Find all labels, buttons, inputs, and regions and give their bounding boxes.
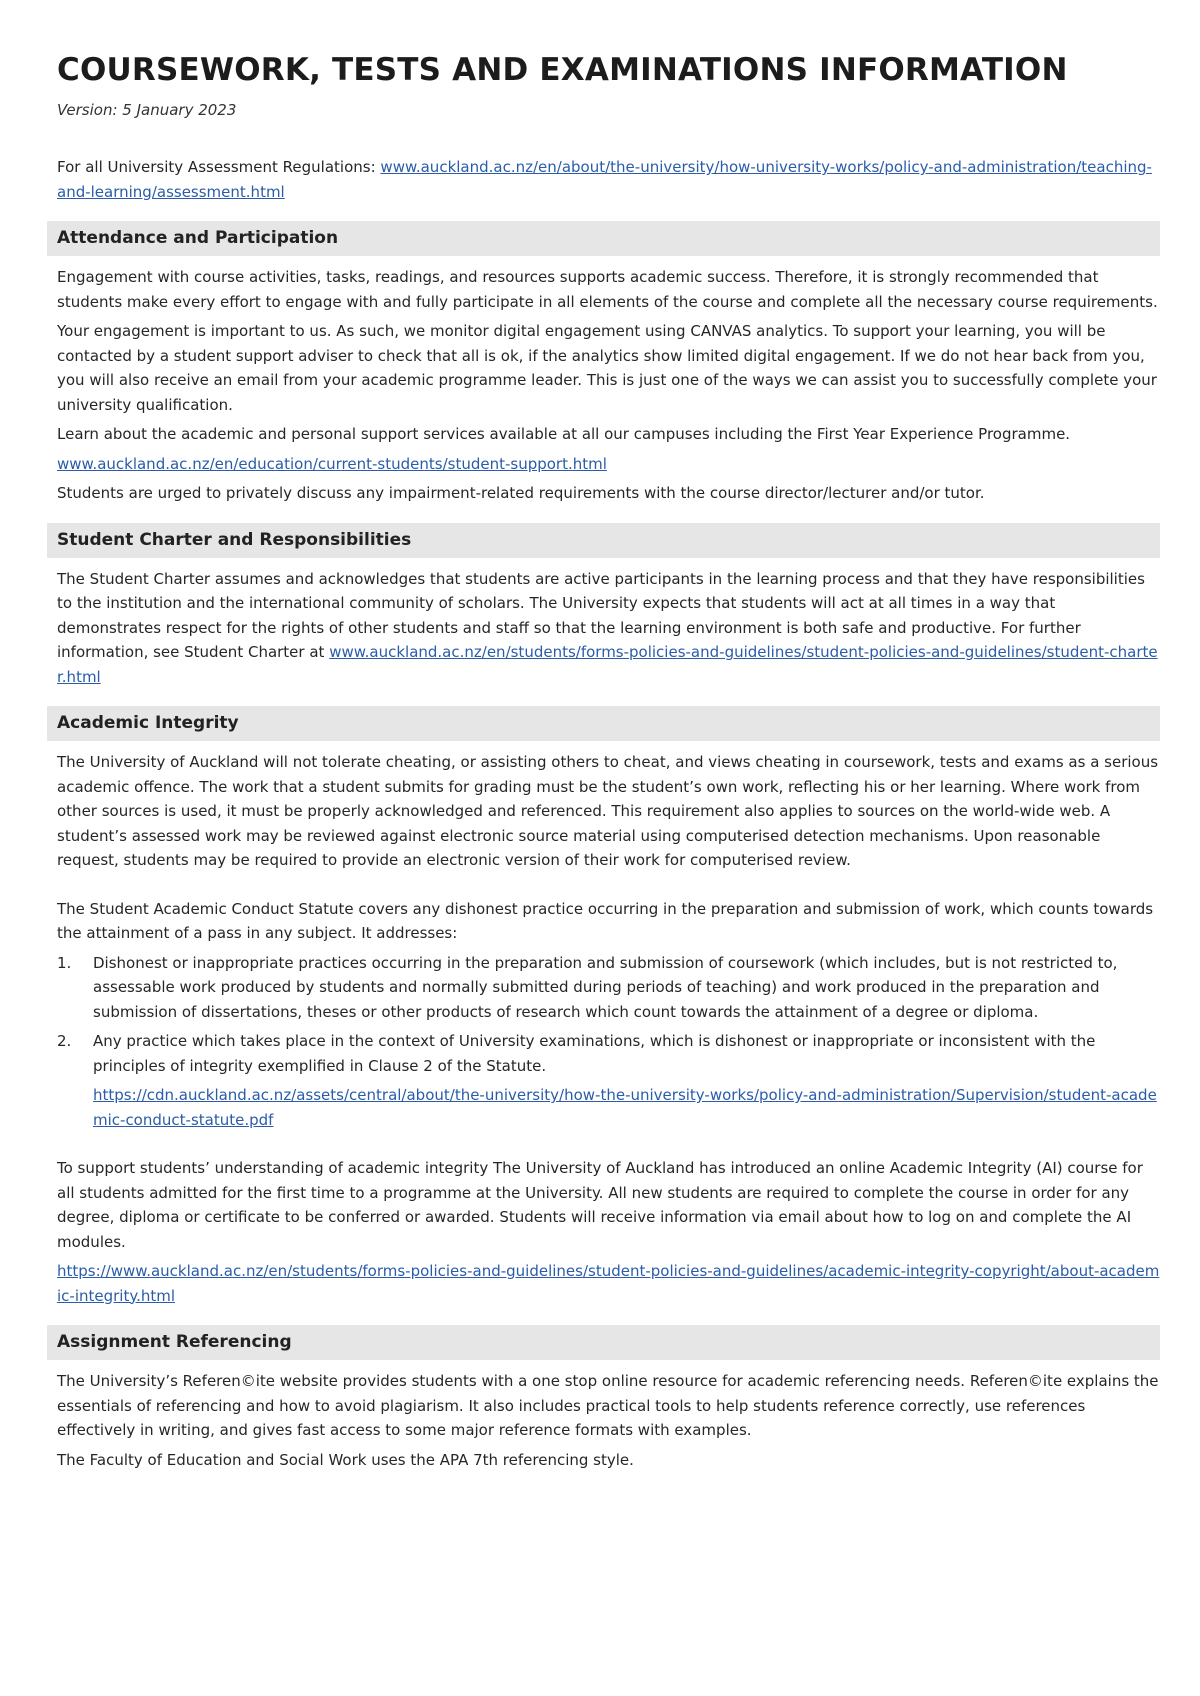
regulations-link[interactable]: www.auckland.ac.nz/en/about/the-university/how-university-works/policy-and-administration/teaching-and-learning/assessment.html [57,158,1152,201]
section-heading-attendance: Attendance and Participation [47,221,1160,256]
list-item-text: Dishonest or inappropriate practices occurring in the preparation and submission of coursework (which includes, but is not restricted to, assessable work produced by students and normally submitted during periods of teaching) and work produced in the preparation and submission of dissertations, theses or other products of research which count towards the attainment of a degree or diploma. [93,953,1118,1021]
academic-integrity-link[interactable]: https://www.auckland.ac.nz/en/students/forms-policies-and-guidelines/student-policies-and-guidelines/academic-integrity-copyright/about-academic-integrity.html [57,1262,1160,1305]
regulations-prefix: For all University Assessment Regulations: [57,158,381,176]
integrity-paragraph-1: The University of Auckland will not tolerate cheating, or assisting others to cheat, and views cheating in coursework, tests and exams as a serious academic offence. The work that a student submits for grading must be the student’s own work, reflecting his or her learning. Where work from other sources is used, it must be properly acknowledged and referenced. This requirement also applies to sources on the world-wide web. A student’s assessed work may be reviewed against electronic source material using computerised detection mechanisms. Upon reasonable request, students may be required to provide an electronic version of their work for computerised review. [57,753,1159,869]
integrity-paragraph-2: The Student Academic Conduct Statute covers any dishonest practice occurring in the preparation and submission of work, which counts towards the attainment of a pass in any subject. It addresses: [57,899,1154,942]
attendance-paragraph-2: Your engagement is important to us. As such, we monitor digital engagement using CANVAS analytics. To support your learning, you will be contacted by a student support adviser to check that all is ok, if the analytics show limited digital engagement. If we do not hear back from you, you will also receive an email from your academic programme leader. This is just one of the ways we can assist you to successfully complete your university qualification. [57,322,1157,414]
list-item-number: 1. [57,953,72,972]
attendance-paragraph-1: Engagement with course activities, tasks, readings, and resources supports academic success. Therefore, it is strongly recommended that students make every effort to engage with and fully participate in all elements of the course and complete all the necessary course requirements. [57,268,1158,311]
charter-paragraph [57,567,1160,690]
charter-text: The Student Charter assumes and acknowledges that students are active participants in the learning process and that they have responsibilities to the institution and the international community of scholars. The University expects that students will act at all times in a way that demonstrates respect for the rights of other students and staff so that the learning environment is both safe and productive. For further information, see Student Charter at [57,569,1145,661]
statute-link-block [57,1083,1160,1132]
integrity-list [57,951,1160,1079]
referencing-paragraph-2: The Faculty of Education and Social Work uses the APA 7th referencing style. [57,1450,634,1469]
page-title: COURSEWORK, TESTS AND EXAMINATIONS INFORMATION [57,52,1068,88]
integrity-paragraph-3: To support students’ understanding of academic integrity The University of Auckland has introduced an online Academic Integrity (AI) course for all students admitted for the first time to a programme at the University. All new students are required to complete the course in order for any degree, diploma or certificate to be conferred or awarded. Students will receive information via email about how to log on and complete the AI modules. [57,1159,1143,1251]
section-heading-referencing: Assignment Referencing [47,1325,1160,1360]
list-item-number: 2. [57,1032,72,1050]
student-charter-link[interactable]: www.auckland.ac.nz/en/students/forms-policies-and-guidelines/student-policies-and-guidelines/student-charter.html [57,643,1158,686]
list-item [57,951,1160,1025]
section-heading-charter: Student Charter and Responsibilities [47,523,1160,558]
regulations-paragraph [57,155,1160,204]
section-heading-integrity: Academic Integrity [47,706,1160,741]
attendance-link-paragraph [57,452,1160,477]
list-item [57,1029,1160,1078]
list-item-text: Any practice which takes place in the context of University examinations, which is dishonest or inappropriate or inconsistent with the principles of integrity exemplified in Clause 2 of the Statute. [93,1032,1096,1075]
student-support-link[interactable]: www.auckland.ac.nz/en/education/current-students/student-support.html [57,454,607,473]
version-line: Version: 5 January 2023 [57,101,237,119]
attendance-paragraph-3: Learn about the academic and personal support services available at all our campuses including the First Year Experience Programme. [57,425,1071,443]
attendance-paragraph-4: Students are urged to privately discuss any impairment-related requirements with the course director/lecturer and/or tutor. [57,484,985,502]
referencing-paragraph-1: The University’s Referen©ite website provides students with a one stop online resource for academic referencing needs. Referen©ite explains the essentials of referencing and how to avoid plagiarism. It also includes practical tools to help students reference correctly, use references effectively in writing, and gives fast access to some major reference formats with examples. [57,1372,1159,1439]
statute-link[interactable]: https://cdn.auckland.ac.nz/assets/central/about/the-university/how-the-university-works/policy-and-administration/Supervision/student-academic-conduct-statute.pdf [93,1086,1157,1129]
ai-link-paragraph [57,1259,1160,1308]
